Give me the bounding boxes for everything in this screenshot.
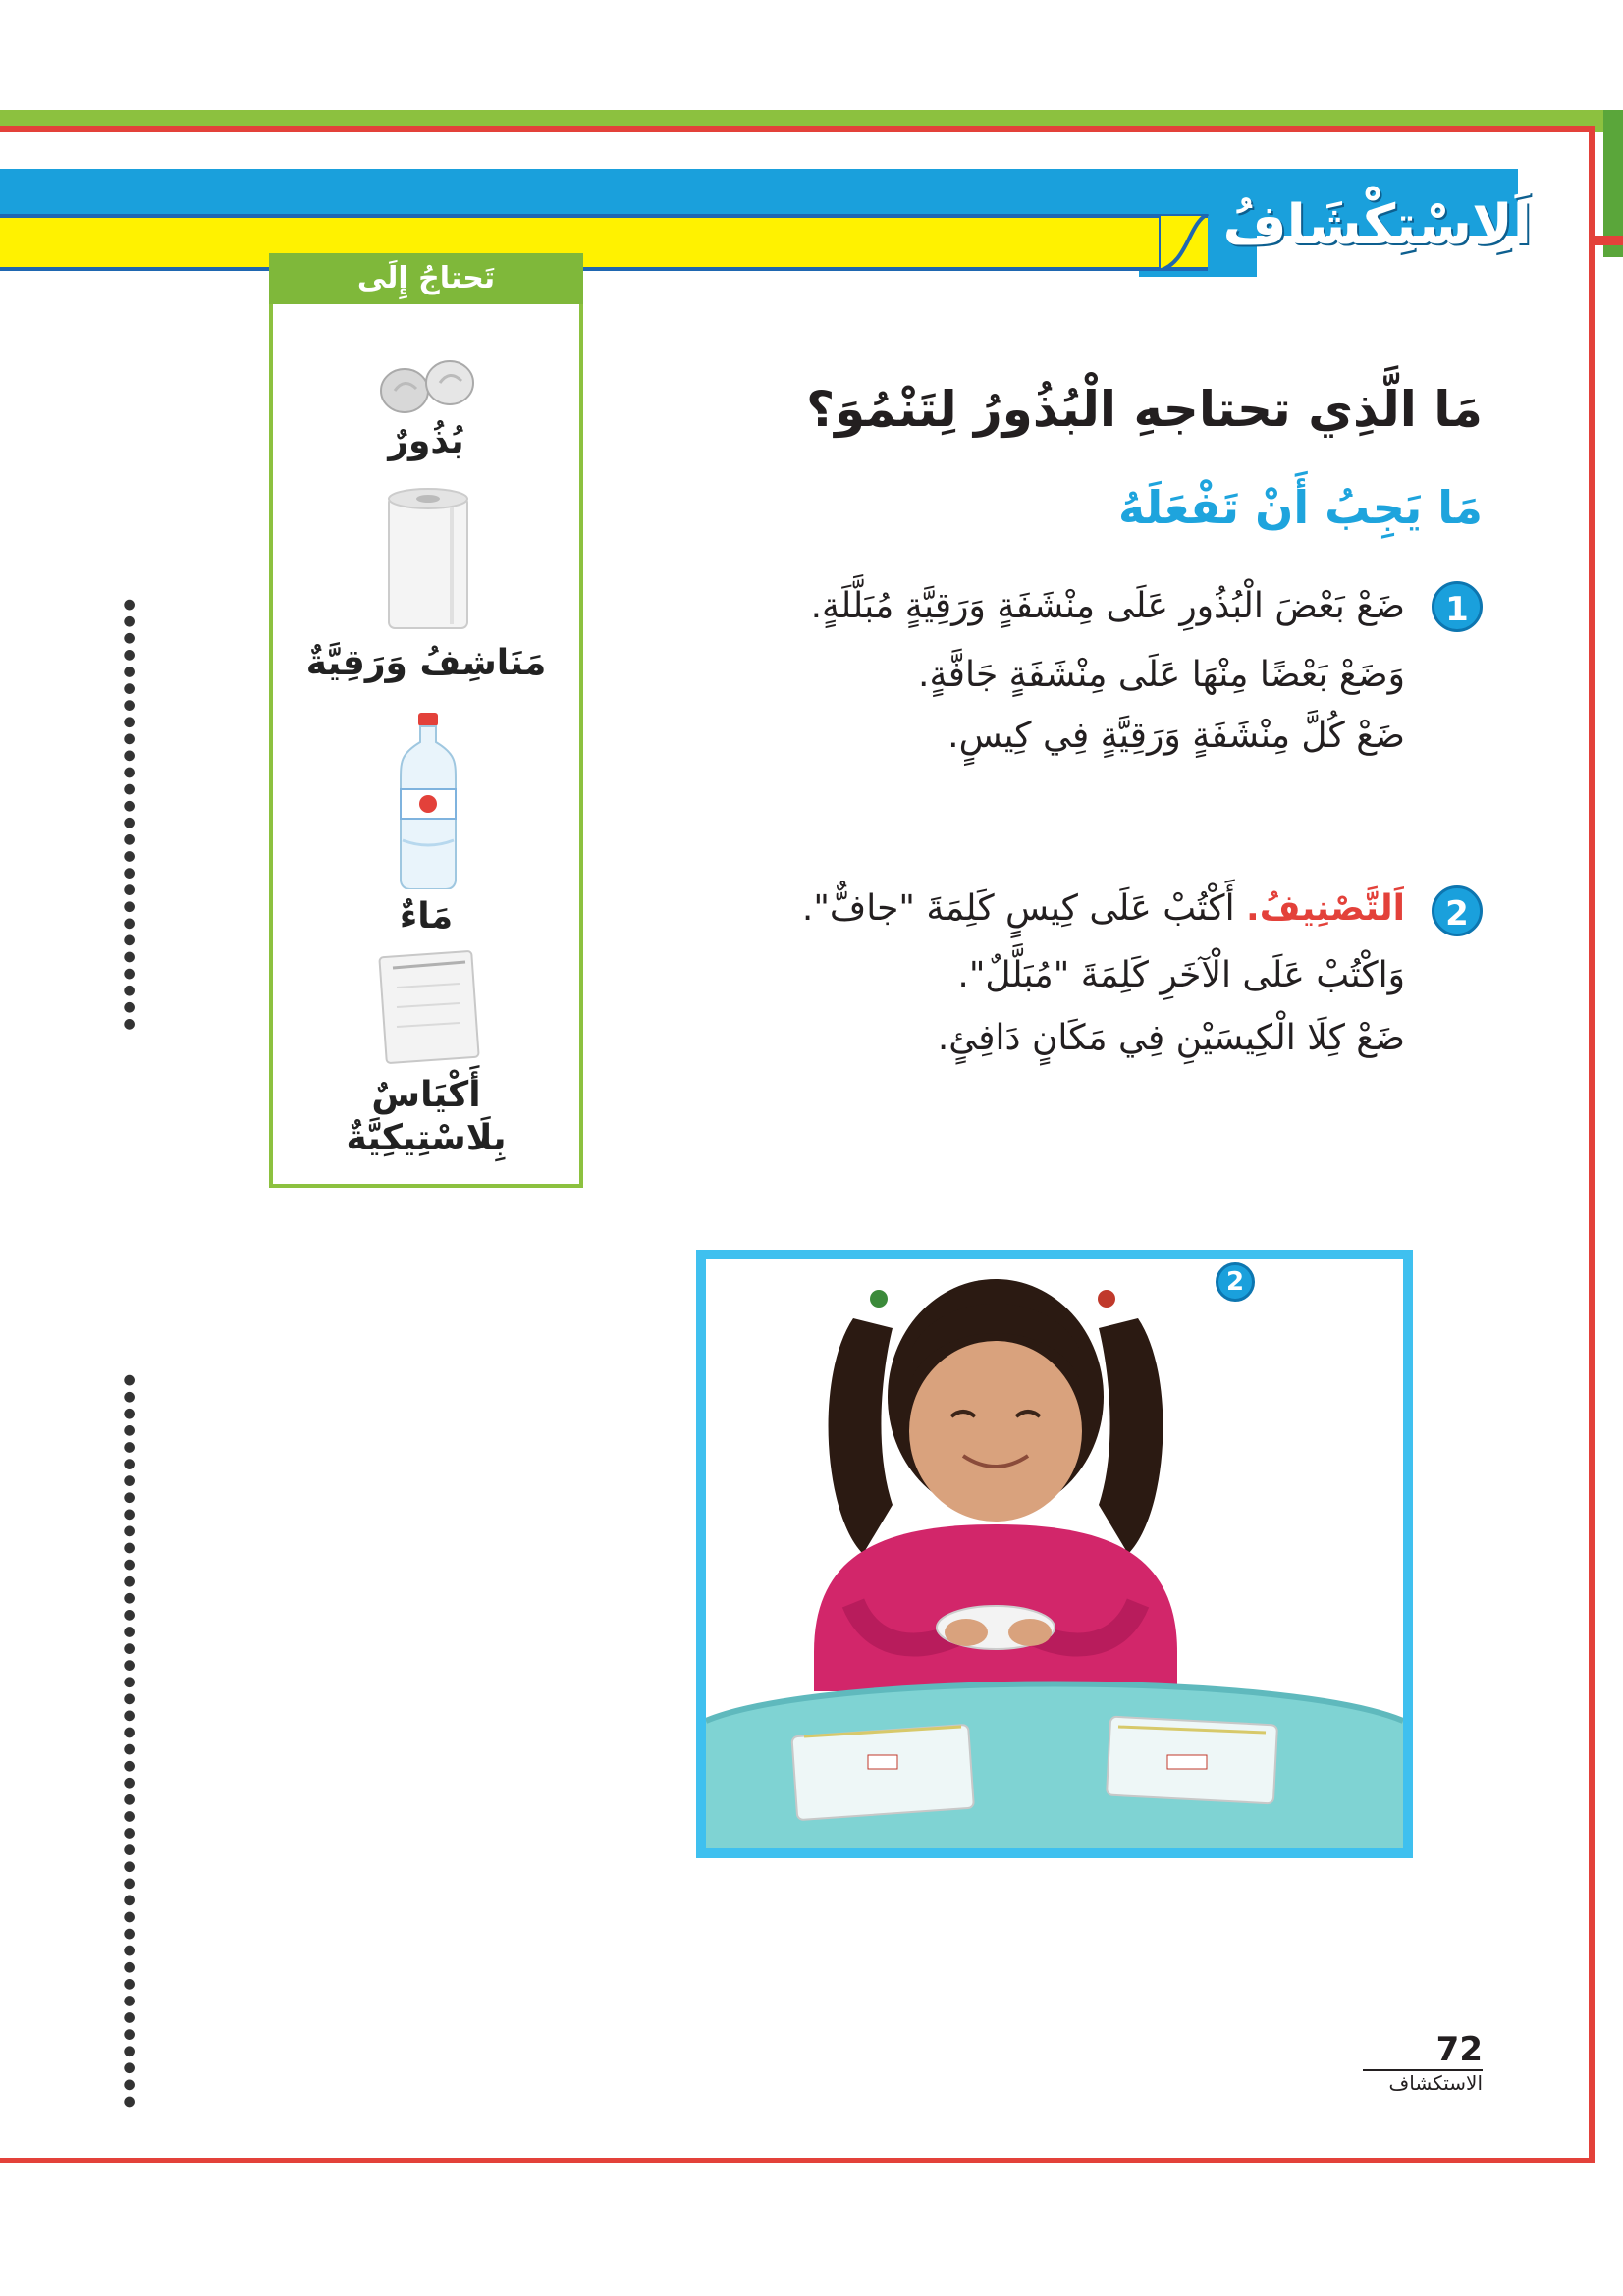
- page-question: مَا الَّذِي تحتاجهِ الْبُذُورُ لِتَنْمُوَ؟: [806, 381, 1483, 438]
- side-credit-bottom: ● ● ● ● ● ● ● ● ● ● ● ● ● ● ● ● ● ● ● ● ● ● ● ● ● ● ● ● ● ● ● ● ● ● ● ● ● ● ● ● ● ● ● ●: [122, 1374, 137, 2109]
- water-bottle-icon: [397, 713, 460, 889]
- step-1-line-3: ضَعْ كُلَّ مِنْشَفَةٍ وَرَقِيَّةٍ فِي كِيسٍ.: [947, 716, 1405, 756]
- material-label-water: مَاءٌ: [399, 896, 454, 936]
- material-label-seeds: بُذُورٌ: [388, 421, 464, 461]
- paper-towel-icon: [383, 487, 473, 634]
- photo-step-number-icon: 2: [1216, 1262, 1255, 1302]
- materials-header: تَحتاجُ إِلَى: [269, 253, 583, 304]
- photo-step-label: الْخُطْوَةُ: [1297, 1266, 1404, 1301]
- right-red-tab: [1589, 236, 1623, 245]
- banner-yellow-band: [0, 214, 1208, 271]
- step-2-line-2: وَاكْتُبْ عَلَى الْآخَرِ كَلِمَةَ "مُبَلَّلٌ".: [957, 955, 1405, 995]
- step-2-line-1: [802, 881, 1405, 936]
- side-credit-top: ● ● ● ● ● ● ● ● ● ● ● ● ● ● ● ● ● ● ● ● ● ● ● ● ● ●: [122, 599, 137, 1031]
- girl-labeling-bags-illustration: [706, 1259, 1403, 1848]
- page-section-label: الاستكشاف: [1388, 2071, 1483, 2095]
- step-1-line-2: وَضَعْ بَعْضًا مِنْهَا عَلَى مِنْشَفَةٍ جَافَّةٍ.: [918, 655, 1405, 695]
- what-to-do-heading: مَا يَجِبُ أَنْ تَفْعَلَهُ: [1118, 481, 1483, 534]
- material-label-bags-line2: بِلَاسْتِيكِيَّةٌ: [346, 1118, 507, 1158]
- step-1-line-1: ضَعْ بَعْضَ الْبُذُورِ عَلَى مِنْشَفَةٍ وَرَقِيَّةٍ مُبَلَّلَةٍ.: [810, 586, 1405, 626]
- plastic-bag-icon: [377, 948, 481, 1066]
- classify-keyword: اَلتَّصْنِيفُ.: [1246, 888, 1405, 929]
- step-2-line-3: ضَعْ كِلَا الْكِيسَيْنِ فِي مَكَانٍ دَافِئٍ.: [937, 1018, 1405, 1058]
- page-number: 72: [1435, 2030, 1483, 2069]
- step-2-line-1-text: أَكْتُبْ عَلَى كِيسٍ كَلِمَةَ "جافٌّ".: [801, 888, 1247, 929]
- step-1-number-icon: 1: [1432, 581, 1483, 632]
- material-label-bags-line1: أَكْيَاسٌ: [371, 1075, 481, 1115]
- step-2-photo: [696, 1250, 1413, 1858]
- step-2-number-icon: 2: [1432, 885, 1483, 936]
- banner-title: اَلِاسْتِكْشَافُ: [1222, 193, 1532, 257]
- material-label-paper-towels: مَنَاشِفُ وَرَقِيَّةٌ: [305, 643, 547, 683]
- seeds-icon: [373, 353, 481, 422]
